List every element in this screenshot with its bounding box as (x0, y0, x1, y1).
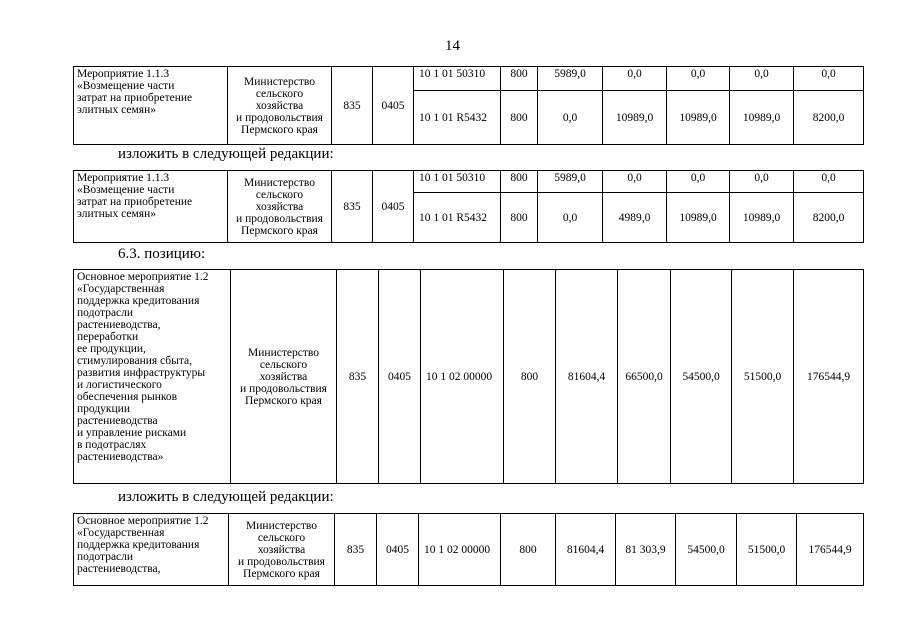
rzpr-cell: 0405 (379, 270, 421, 484)
value-cell: 0,0 (730, 171, 794, 193)
name-line: элитных семян» (77, 208, 156, 220)
name-line: Мероприятие 1.1.3 (77, 68, 170, 80)
name-line: затрат на приобретение (77, 196, 193, 208)
vr-cell: 800 (501, 91, 538, 145)
org-line: и продовольствия (240, 382, 327, 395)
instruction-heading: изложить в следующей редакции: (118, 489, 334, 505)
org-line: Министерство (244, 176, 315, 189)
value-cell: 0,0 (603, 67, 667, 91)
org-line: сельского (255, 87, 304, 100)
measure-name-cell (74, 67, 228, 145)
org-line: хозяйства (259, 370, 308, 383)
name-line: подотрасли (77, 551, 134, 563)
org-line: и продовольствия (236, 111, 323, 124)
name-line: ее продукции, (77, 343, 146, 355)
name-line: подотрасли (77, 307, 134, 319)
grbs-cell: 835 (332, 171, 373, 243)
kcsr-cell: 10 1 01 R5432 (414, 193, 501, 243)
kcsr-cell: 10 1 02 00000 (421, 270, 504, 484)
org-line: Пермского края (241, 224, 318, 237)
measure-name-cell (74, 171, 228, 243)
organization-cell (229, 514, 335, 586)
organization-cell (231, 270, 337, 484)
org-line: хозяйства (255, 99, 304, 112)
name-line: развития инфраструктуры (77, 367, 206, 379)
value-cell: 0,0 (794, 67, 864, 91)
name-line: Основное мероприятие 1.2 (77, 515, 209, 527)
measure-name-cell (74, 514, 229, 586)
name-line: «Государственная (77, 527, 165, 539)
name-line: в подотраслях (77, 439, 147, 451)
value-cell: 0,0 (538, 91, 603, 145)
org-line: хозяйства (255, 200, 304, 213)
value-cell: 0,0 (730, 67, 794, 91)
value-cell: 54500,0 (676, 514, 737, 586)
name-line: Основное мероприятие 1.2 (77, 271, 209, 283)
org-line: и продовольствия (238, 555, 325, 568)
measure-name-cell (74, 270, 231, 484)
value-cell: 81 303,9 (616, 514, 676, 586)
name-line: затрат на приобретение (77, 92, 193, 104)
value-cell: 10989,0 (730, 193, 794, 243)
name-line: поддержка кредитования (77, 295, 200, 307)
value-cell: 81604,4 (556, 514, 616, 586)
value-cell: 51500,0 (732, 270, 794, 484)
kcsr-cell: 10 1 01 50310 (414, 171, 501, 193)
rzpr-cell: 0405 (373, 67, 414, 145)
org-line: Пермского края (243, 567, 320, 580)
kcsr-cell: 10 1 01 50310 (414, 67, 501, 91)
name-line: растениеводства, (77, 319, 161, 331)
value-cell: 0,0 (603, 171, 667, 193)
org-line: сельского (257, 531, 306, 544)
value-cell: 51500,0 (737, 514, 797, 586)
org-line: Министерство (244, 75, 315, 88)
value-cell: 81604,4 (556, 270, 618, 484)
value-cell: 10989,0 (667, 193, 730, 243)
org-line: и продовольствия (236, 212, 323, 225)
name-line: растениеводства» (77, 451, 164, 463)
org-line: Пермского края (241, 123, 318, 136)
value-cell: 0,0 (667, 67, 730, 91)
name-line: стимулирования сбыта, (77, 355, 193, 367)
section-heading: 6.3. позицию: (118, 246, 206, 262)
name-line: обеспечения рынков (77, 391, 178, 403)
name-line: переработки (77, 331, 139, 343)
grbs-cell: 835 (332, 67, 373, 145)
grbs-cell: 835 (337, 270, 379, 484)
name-line: Мероприятие 1.1.3 (77, 172, 170, 184)
value-cell: 176544,9 (797, 514, 864, 586)
value-cell: 10989,0 (603, 91, 667, 145)
name-line: растениеводства (77, 415, 158, 427)
rzpr-cell: 0405 (373, 171, 414, 243)
rzpr-cell: 0405 (377, 514, 419, 586)
name-line: поддержка кредитования (77, 539, 200, 551)
org-line: сельского (259, 358, 308, 371)
value-cell: 5989,0 (538, 171, 603, 193)
value-cell: 66500,0 (618, 270, 671, 484)
page-number: 14 (445, 38, 460, 54)
table-original-1-1-3 (73, 66, 864, 145)
org-line: Министерство (246, 519, 317, 532)
table-revised-1-1-3 (73, 170, 864, 243)
name-line: элитных семян» (77, 104, 156, 116)
value-cell: 4989,0 (603, 193, 667, 243)
vr-cell: 800 (501, 193, 538, 243)
value-cell: 0,0 (538, 193, 603, 243)
vr-cell: 800 (501, 171, 538, 193)
name-line: и логистического (77, 379, 162, 391)
kcsr-cell: 10 1 01 R5432 (414, 91, 501, 145)
value-cell: 54500,0 (671, 270, 732, 484)
value-cell: 5989,0 (538, 67, 603, 91)
table-revised-1-2 (73, 513, 864, 586)
vr-cell: 800 (501, 514, 556, 586)
name-line: «Государственная (77, 283, 165, 295)
table-original-1-2 (73, 269, 864, 484)
name-line: «Возмещение части (77, 184, 175, 196)
org-line: Пермского края (245, 394, 322, 407)
name-line: растениеводства, (77, 563, 161, 575)
value-cell: 8200,0 (794, 91, 864, 145)
value-cell: 10989,0 (730, 91, 794, 145)
name-line: и управление рисками (77, 427, 187, 439)
organization-cell (228, 67, 332, 145)
organization-cell (228, 171, 332, 243)
vr-cell: 800 (504, 270, 556, 484)
grbs-cell: 835 (335, 514, 377, 586)
org-line: хозяйства (257, 543, 306, 556)
org-line: Министерство (248, 346, 319, 359)
instruction-heading: изложить в следующей редакции: (118, 146, 334, 162)
value-cell: 8200,0 (794, 193, 864, 243)
value-cell: 10989,0 (667, 91, 730, 145)
kcsr-cell: 10 1 02 00000 (419, 514, 501, 586)
value-cell: 0,0 (794, 171, 864, 193)
value-cell: 0,0 (667, 171, 730, 193)
name-line: продукции (77, 403, 130, 415)
name-line: «Возмещение части (77, 80, 175, 92)
vr-cell: 800 (501, 67, 538, 91)
value-cell: 176544,9 (794, 270, 864, 484)
org-line: сельского (255, 188, 304, 201)
